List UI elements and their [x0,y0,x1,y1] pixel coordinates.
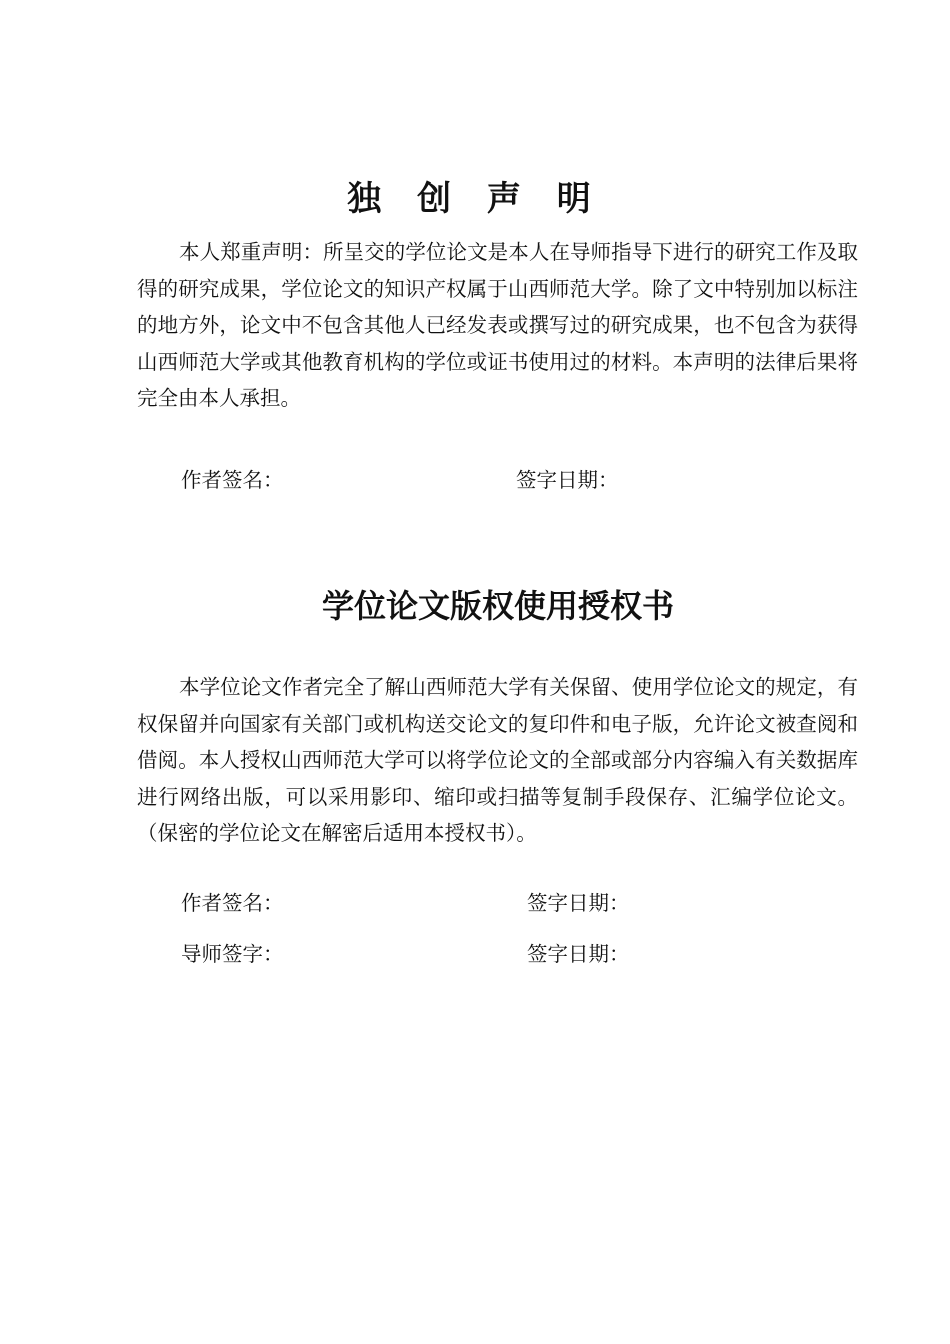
declaration-body: 本人郑重声明：所呈交的学位论文是本人在导师指导下进行的研究工作及取得的研究成果，学位论文的知识产权属于山西师范大学。除了文中特别加以标注的地方外，论文中不包含其他人已经发表或撰写过的研究成果，也不包含为获得山西师范大学或其他教育机构的学位或证书使用过的材料。本声明的法律后果将完全由本人承担。 [137,240,858,410]
authorization-author-date-label: 签字日期： [527,891,630,915]
authorization-supervisor-sign-label: 导师签字： [181,942,284,966]
declaration-title: 独 创 声 明 [347,179,603,219]
authorization-supervisor-date-label: 签字日期： [527,942,630,966]
authorization-title: 学位论文版权使用授权书 [321,587,674,625]
declaration-author-sign-label: 作者签名： [181,468,284,492]
authorization-author-sign-label: 作者签名： [181,891,284,915]
declaration-sign-date-label: 签字日期： [516,468,619,492]
authorization-body: 本学位论文作者完全了解山西师范大学有关保留、使用学位论文的规定，有权保留并向国家有关部门或机构送交论文的复印件和电子版，允许论文被查阅和借阅。本人授权山西师范大学可以将学位论文的全部或部分内容编入有关数据库进行网络出版，可以采用影印、缩印或扫描等复制手段保存、汇编学位论文。（保密的学位论文在解密后适用本授权书）。 [137,675,858,845]
